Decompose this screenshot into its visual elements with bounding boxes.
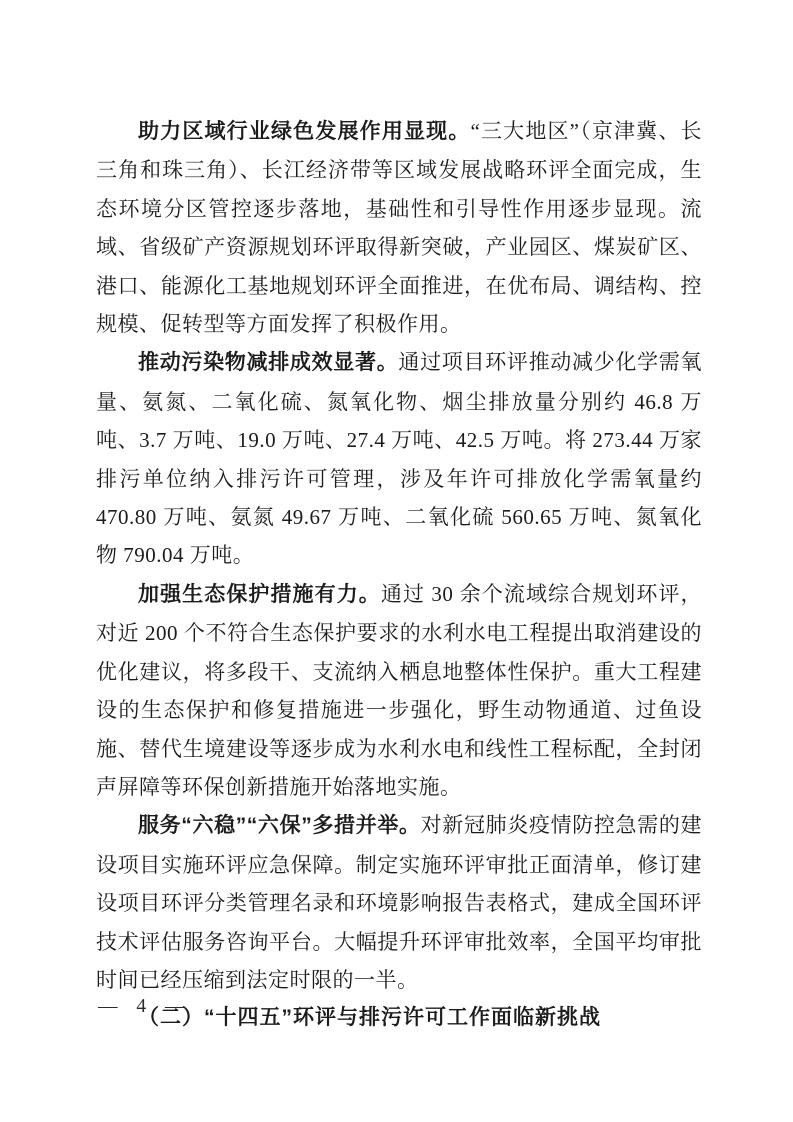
paragraph-six-stabilities-body: 对新冠肺炎疫情防控急需的建设项目实施环评应急保障。制定实施环评审批正面清单，修订建设项目环评分类管理名录和环境影响报告表格式，建成全国环评技术评估服务咨询平台。大幅提升环评审批效率，全国平均审批时间已经压缩到法定时限的一半。 [96,813,703,992]
paragraph-pollution-reduction-lead: 推动污染物减排成效显著。 [138,351,399,375]
paragraph-ecological-protection-lead: 加强生态保护措施有力。 [138,582,381,606]
paragraph-ecological-protection [96,575,702,806]
document-content [96,112,702,1038]
page-number: — 4 — [98,996,185,1017]
paragraph-green-development-body: “三大地区”（京津冀、长三角和珠三角）、长江经济带等区域发展战略环评全面完成，生态环境分区管控逐步落地，基础性和引导性作用逐步显现。流域、省级矿产资源规划环评取得新突破，产业园区、煤炭矿区、港口、能源化工基地规划环评全面推进，在优布局、调结构、控规模、促转型等方面发挥了积极作用。 [96,119,702,337]
paragraph-six-stabilities-lead: 服务“六稳”“六保”多措并举。 [138,814,421,838]
paragraph-green-development-lead: 助力区域行业绿色发展作用显现。 [138,120,471,143]
paragraph-pollution-reduction [96,343,702,574]
paragraph-six-stabilities [96,806,702,999]
section-heading: （二）“十四五”环评与排污许可工作面临新挑战 [138,1006,601,1030]
paragraph-ecological-protection-body: 通过 30 余个流域综合规划环评，对近 200 个不符合生态保护要求的水利水电工程提出取消建设的优化建议，将多段干、支流纳入栖息地整体性保护。重大工程建设的生态保护和修复措施进一步强化，野生动物通道、过鱼设施、替代生境建设等逐步成为水利水电和线性工程标配，全封闭声屏障等环保创新措施开始落地实施。 [96,581,703,799]
paragraph-pollution-reduction-body: 通过项目环评推动减少化学需氧量、氨氮、二氧化硫、氮氧化物、烟尘排放量分别约 46.8 万吨、3.7 万吨、19.0 万吨、27.4 万吨、42.5 万吨。将 273.44 万家排污单位纳入排污许可管理，涉及年许可排放化学需氧量约 470.80 万吨、氨氮 49.67 万吨、二氧化硫 560.65 万吨、氮氧化物 790.04 万吨。 [96,350,703,568]
paragraph-green-development [96,112,702,343]
